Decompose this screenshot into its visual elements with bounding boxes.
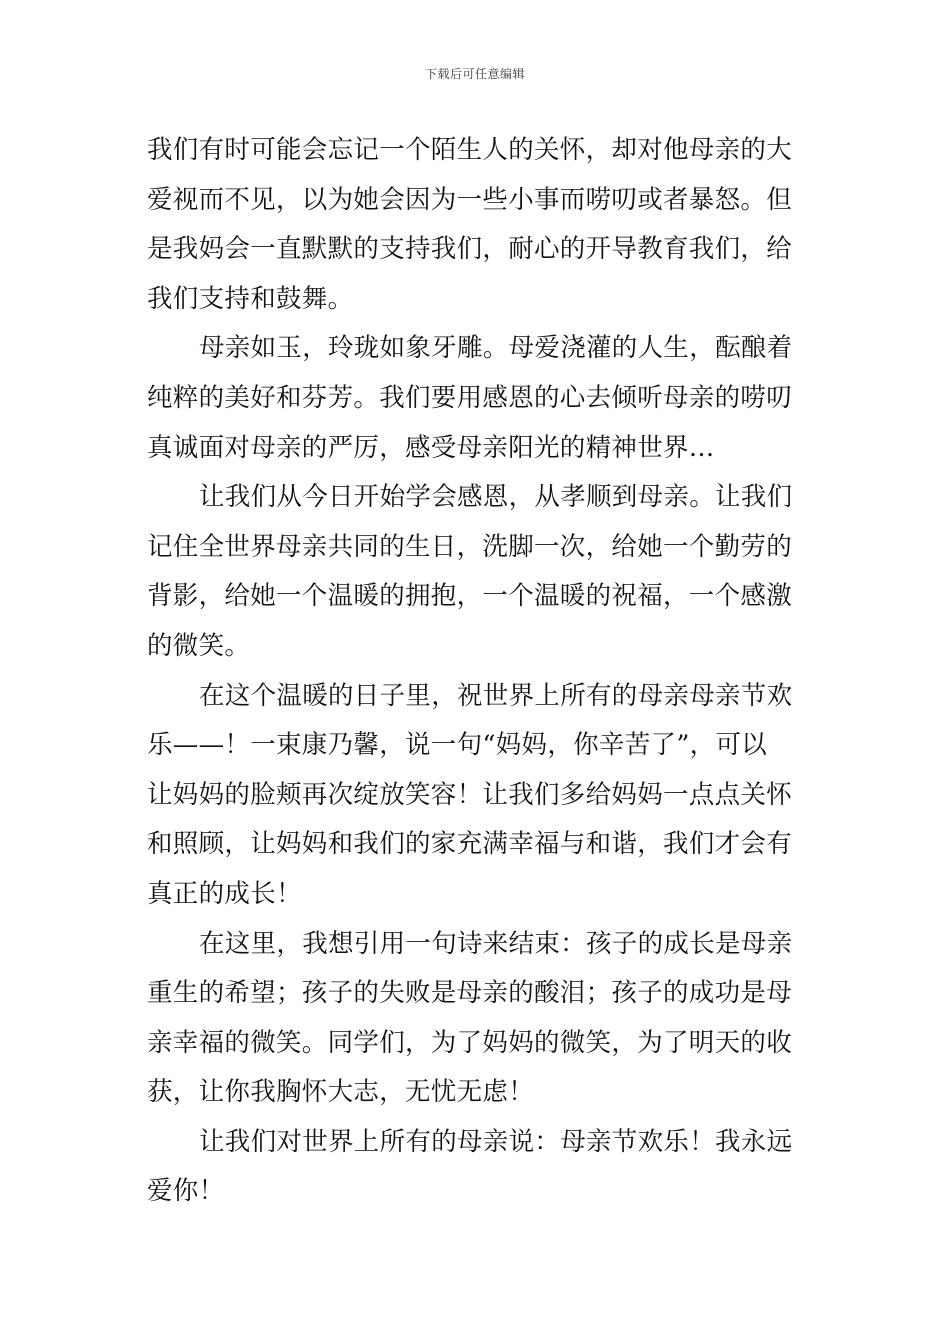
paragraph-start-line: 在这里，我想引用一句诗来结束：孩子的成长是母亲 [199, 928, 793, 959]
text-line: 重生的希望；孩子的失败是母亲的酸泪；孩子的成功是母 [147, 978, 793, 1009]
document-body [147, 126, 807, 1217]
text-line: 纯粹的美好和芬芳。我们要用感恩的心去倾听母亲的唠叨 [147, 382, 793, 413]
text-line: 我们有时可能会忘记一个陌生人的关怀，却对他母亲的大 [147, 135, 793, 165]
text-line: 真诚面对母亲的严厉，感受母亲阳光的精神世界… [147, 432, 715, 463]
text-line: 是我妈会一直默默的支持我们，耐心的开导教育我们，给 [147, 234, 793, 265]
text-line: 和照顾，让妈妈和我们的家充满幸福与和谐，我们才会有 [147, 829, 793, 860]
paragraph-start-line: 母亲如玉，玲珑如象牙雕。母爱浇灌的人生，酝酿着 [199, 333, 793, 364]
text-line: 的微笑。 [147, 630, 251, 661]
paragraph-start-line: 让我们从今日开始学会感恩，从孝顺到母亲。让我们 [199, 482, 793, 513]
text-line: 爱你！ [147, 1176, 225, 1207]
text-line: 爱视而不见，以为她会因为一些小事而唠叨或者暴怒。但 [147, 184, 793, 215]
paragraph-start-line: 让我们对世界上所有的母亲说：母亲节欢乐！我永远 [199, 1126, 793, 1157]
text-line: 获，让你我胸怀大志，无忧无虑！ [147, 1077, 535, 1108]
paragraph-start-line: 在这个温暖的日子里，祝世界上所有的母亲母亲节欢 [199, 680, 793, 711]
text-line: 真正的成长！ [147, 878, 302, 909]
page-header-note: 下载后可任意编辑 [424, 67, 525, 81]
text-line: 我们支持和鼓舞。 [147, 283, 354, 314]
text-line: 背影，给她一个温暖的拥抱，一个温暖的祝福，一个感激 [147, 581, 793, 612]
text-line: 乐——！一束康乃馨，说一句“妈妈，你辛苦了”，可以 [147, 730, 768, 761]
text-line: 亲幸福的微笑。同学们，为了妈妈的微笑，为了明天的收 [147, 1027, 793, 1058]
text-line: 让妈妈的脸颊再次绽放笑容！让我们多给妈妈一点点关怀 [147, 779, 793, 810]
text-line: 记住全世界母亲共同的生日，洗脚一次，给她一个勤劳的 [147, 531, 793, 562]
